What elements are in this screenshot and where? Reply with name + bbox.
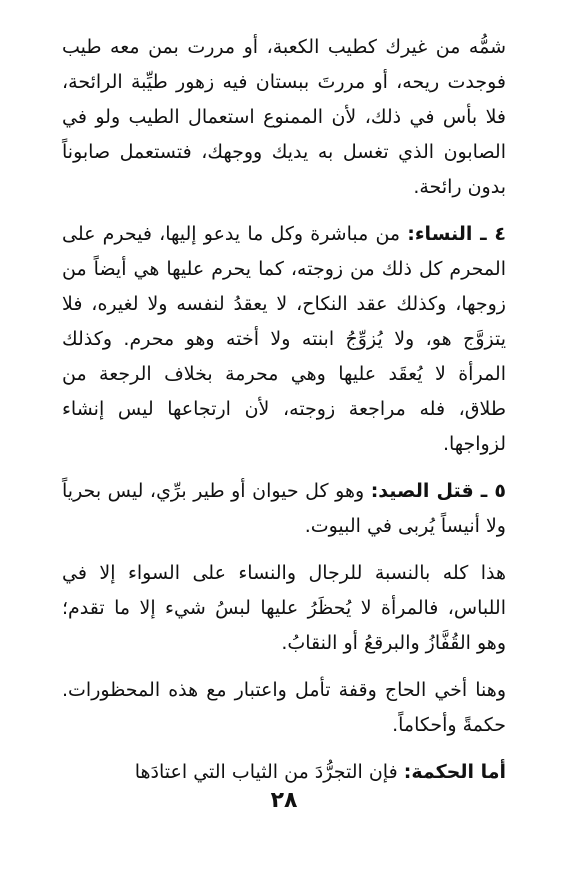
paragraph-text: فإن التجرُّدَ من الثياب التي اعتادَها bbox=[134, 761, 404, 783]
paragraph-reflection bbox=[62, 673, 506, 743]
page-body bbox=[62, 30, 506, 790]
paragraph-heading: ٤ ـ النساء: bbox=[407, 223, 507, 245]
paragraph-heading: أما الحكمة: bbox=[403, 761, 506, 783]
paragraph-text: هذا كله بالنسبة للرجال والنساء على السواء إلا في اللباس، فالمرأة لا يُحظَرُ عليها لبسُ شيء إلا ما تقدم؛ وهو القُفَّازُ والبرقعُ أو النقابُ. bbox=[62, 562, 506, 654]
paragraph-text: شمُّه من غيرك كطيب الكعبة، أو مررت بمن معه طيب فوجدت ريحه، أو مررتَ ببستان فيه زهور طيِّبة الرائحة، فلا بأس في ذلك، لأن الممنوع استعمال الطيب ولو في الصابون الذي تغسل به يديك ووجهك، فتستعمل صابوناً بدون رائحة. bbox=[62, 36, 506, 198]
paragraph-text: وهو كل حيوان أو طير برِّي، ليس بحرياً ولا أنيساً يُربى في البيوت. bbox=[62, 480, 506, 537]
paragraph-heading: ٥ ـ قتل الصيد: bbox=[370, 480, 506, 502]
paragraph-text: من مباشرة وكل ما يدعو إليها، فيحرم على المحرم كل ذلك من زوجته، كما يحرم عليها هي أيضاً من زوجها، وكذلك عقد النكاح، لا يعقدُ لنفسه ولا لغيره، فلا يتزوَّج هو، ولا يُزوِّجُ ابنته ولا أخته وهو محرم. وكذلك المرأة لا يُعقَد عليها وهي محرمة بخلاف الرجعة من طلاق، فله مراجعة زوجته، لأن ارتجاعها ليس إنشاء لزواجها. bbox=[62, 223, 506, 455]
paragraph-men-women bbox=[62, 556, 506, 661]
page-number: ٢٨ bbox=[270, 788, 298, 813]
paragraph-women bbox=[62, 217, 506, 462]
paragraph-hunting bbox=[62, 474, 506, 544]
paragraph-perfume bbox=[62, 30, 506, 205]
paragraph-text: وهنا أخي الحاج وقفة تأمل واعتبار مع هذه المحظورات. حكمةً وأحكاماً. bbox=[62, 679, 506, 736]
paragraph-wisdom bbox=[62, 755, 506, 790]
